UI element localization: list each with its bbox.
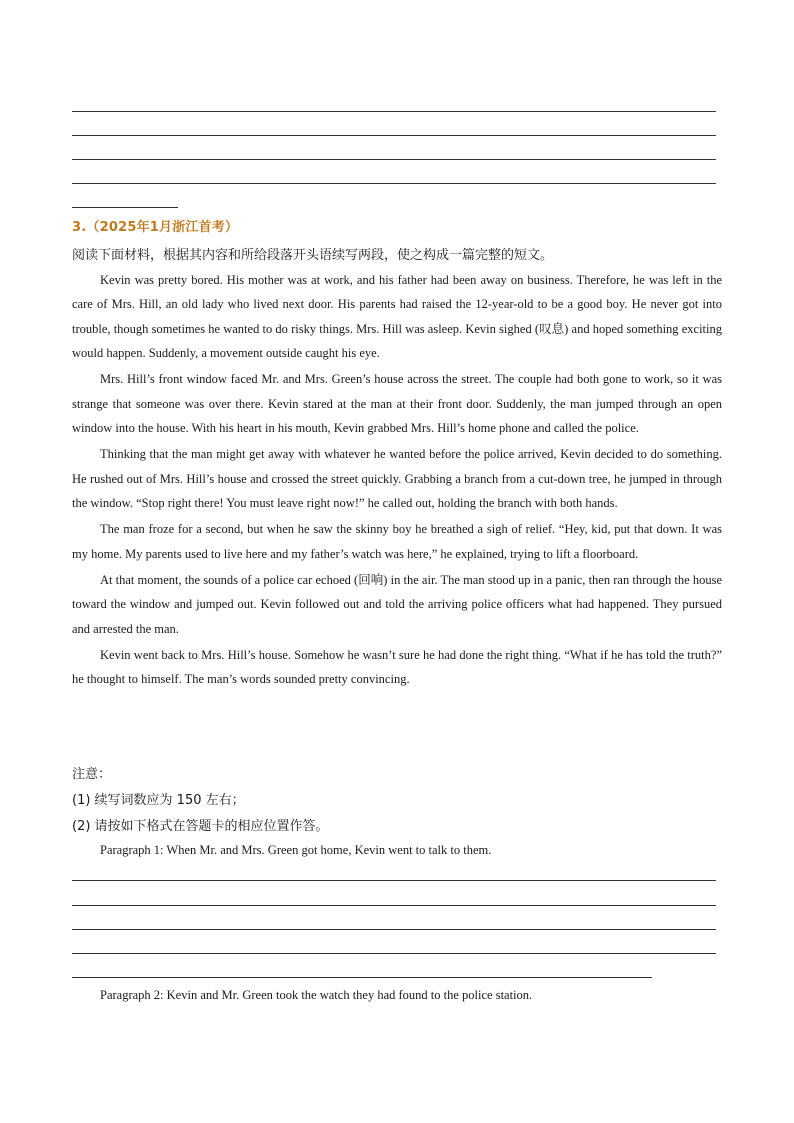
answer-line[interactable]: [72, 977, 652, 978]
passage-paragraph: Mrs. Hill’s front window faced Mr. and Mrs. Green’s house across the street. The couple had both gone to work, so it was strange that someone was over there. Kevin stared at the man at their front door. Suddenly, the man jumped through an open window into the house. With his heart in his mouth, Kevin grabbed Mrs. Hill’s home phone and called the police.: [72, 372, 722, 436]
passage-paragraph: At that moment, the sounds of a police car echoed (回响) in the air. The man stood up in a panic, then ran through the house toward the window and jumped out. Kevin followed out and told the arriving police officers what had happened. They pursued and arrested the man.: [72, 573, 722, 636]
passage-paragraph: Kevin was pretty bored. His mother was at work, and his father had been away on business. Therefore, he was left in the care of Mrs. Hill, an old lady who lived next door. His parents had raised the 12-year-old to be a good boy. He never got into trouble, though sometimes he wanted to do risky things. Mrs. Hill was asleep. Kevin sighed (叹息) and hoped something exciting would happen. Suddenly, a movement outside caught his eye.: [72, 273, 722, 361]
passage-paragraph: The man froze for a second, but when he saw the skinny boy he breathed a sigh of relief. “Hey, kid, put that down. It was my home. My parents used to live here and my father’s watch was here,” he explained, trying to lift a floorboard.: [72, 522, 722, 561]
passage-paragraph: Kevin went back to Mrs. Hill’s house. Somehow he wasn’t sure he had done the right thing. “What if he has told the truth?” he thought to himself. The man’s words sounded pretty convincing.: [72, 648, 722, 687]
note-label: 注意：: [72, 767, 112, 782]
answer-line: [72, 111, 716, 112]
answer-line: [72, 159, 716, 160]
answer-line[interactable]: [72, 880, 716, 881]
answer-line: [72, 135, 716, 136]
question-instruction: 阅读下面材料，根据其内容和所给段落开头语续写两段，使之构成一篇完整的短文。: [72, 248, 554, 263]
answer-line-end: [72, 207, 178, 208]
answer-line: [72, 183, 716, 184]
paragraph-2-start: Paragraph 2: Kevin and Mr. Green took the watch they had found to the police station.: [100, 988, 533, 1002]
note-item: (2) 请按如下格式在答题卡的相应位置作答。: [72, 819, 329, 834]
passage-paragraph: Thinking that the man might get away with whatever he wanted before the police arrived, Kevin decided to do something. He rushed out of Mrs. Hill’s house and crossed the street quickly. Grabbing a branch from a cut-down tree, he jumped in through the window. “Stop right there! You must leave right now!” he called out, holding the branch with both hands.: [72, 447, 722, 511]
reading-passage: [72, 268, 722, 694]
answer-line[interactable]: [72, 929, 716, 930]
answer-line[interactable]: [72, 905, 716, 906]
question-title: 3.（2025年1月浙江首考）: [72, 220, 239, 235]
paragraph-1-start: Paragraph 1: When Mr. and Mrs. Green got home, Kevin went to talk to them.: [100, 843, 492, 857]
answer-line[interactable]: [72, 953, 716, 954]
note-item: (1) 续写词数应为 150 左右；: [72, 793, 245, 808]
